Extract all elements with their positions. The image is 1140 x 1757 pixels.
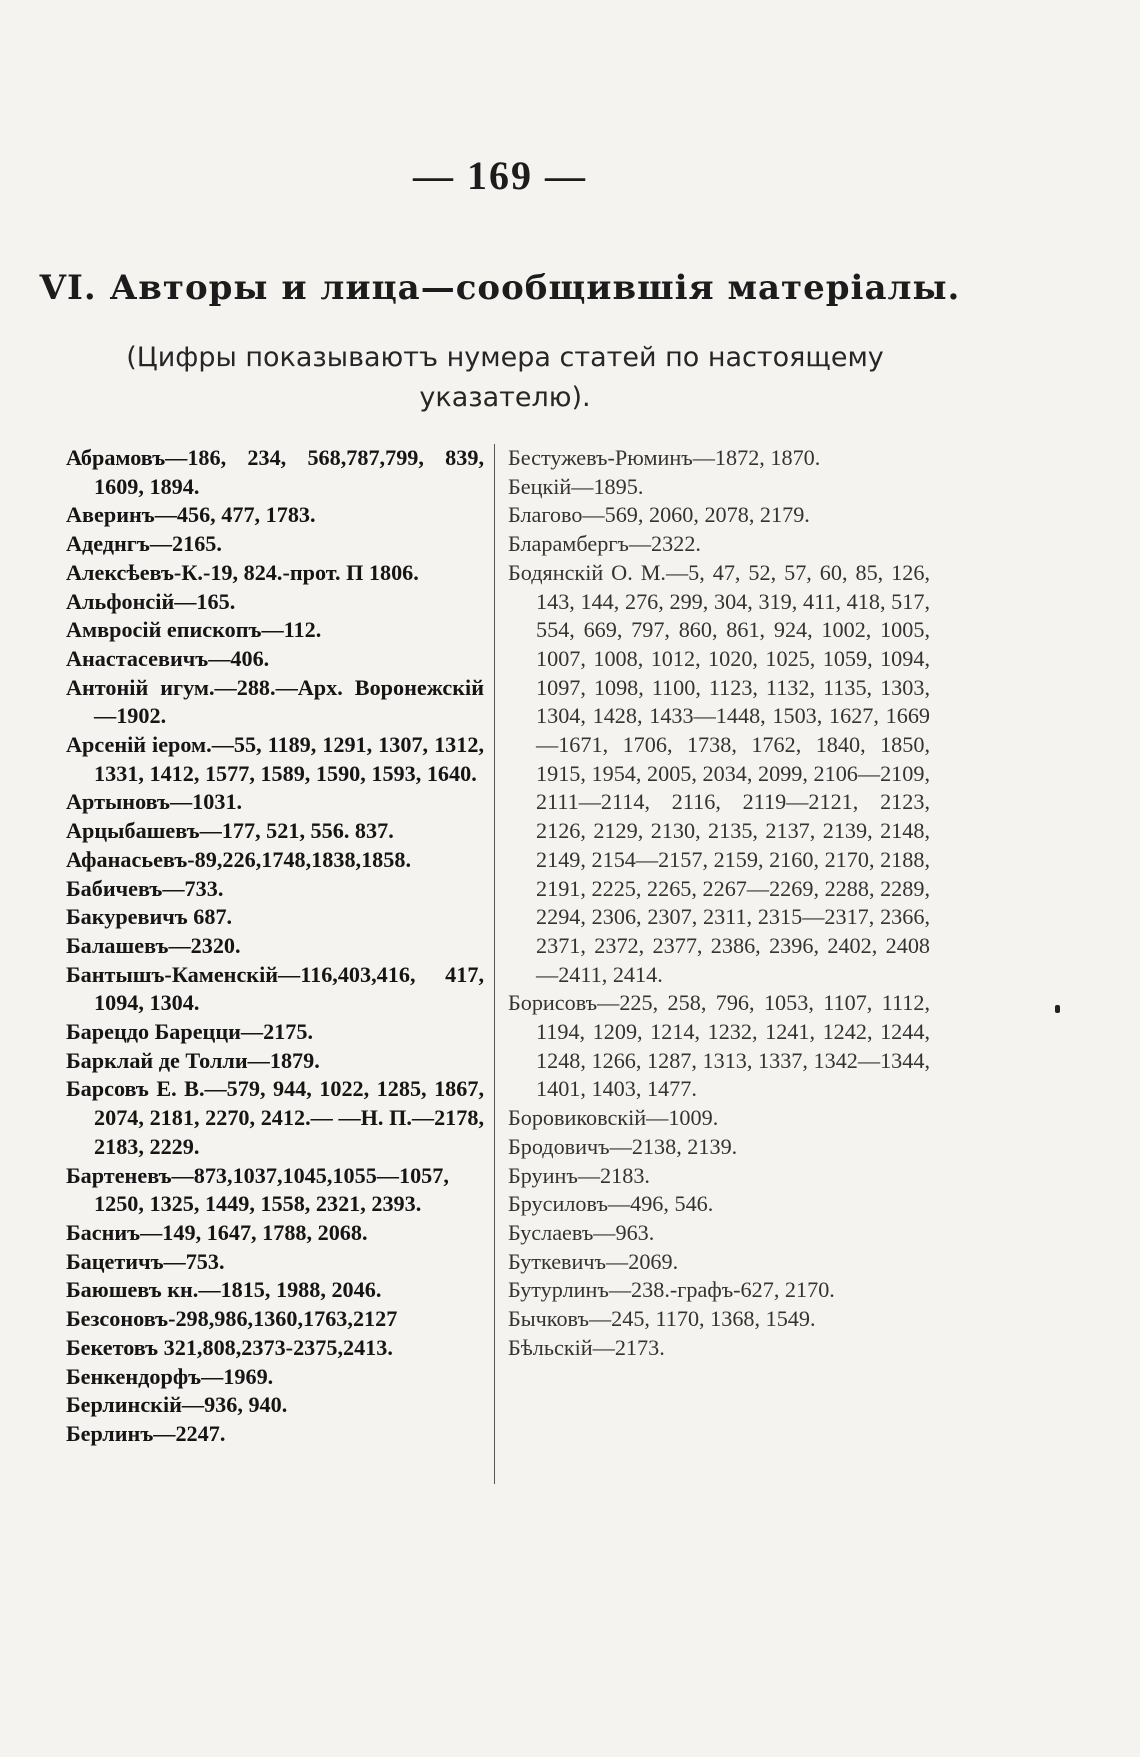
index-entry: Борисовъ—225, 258, 796, 1053, 1107, 1112, 1194, 1209, 1214, 1232, 1241, 1242, 1244, 1248, 1266, 1287, 1313, 1337, 1342—1344, 1401, 1403, 1477. bbox=[508, 990, 930, 1102]
index-entry: Бартеневъ—873,1037,1045,1055—1057, 1250, 1325, 1449, 1558, 2321, 2393. bbox=[66, 1162, 449, 1217]
index-entry: Бѣльскій—2173. bbox=[508, 1334, 665, 1360]
index-entry: Бантышъ-Каменскій—116,403,416, 417, 1094, 1304. bbox=[66, 961, 484, 1016]
index-entry: Афанасьевъ-89,226,1748,1838,1858. bbox=[66, 846, 412, 872]
index-entry: Антоній игум.—288.—Арх. Воронежскій—1902. bbox=[66, 674, 484, 729]
index-column-left bbox=[66, 444, 484, 1449]
index-entry: Буткевичъ—2069. bbox=[508, 1248, 679, 1274]
index-entry: Абрамовъ—186, 234, 568,787,799, 839, 1609, 1894. bbox=[66, 445, 484, 499]
index-entry: Бакуревичъ 687. bbox=[66, 904, 233, 930]
index-entry: Балашевъ—2320. bbox=[66, 932, 241, 958]
index-entry: Аверинъ—456, 477, 1783. bbox=[66, 502, 316, 528]
column-divider bbox=[494, 444, 495, 1484]
ink-speck bbox=[1055, 1005, 1060, 1013]
index-entry: Буслаевъ—963. bbox=[508, 1219, 655, 1245]
index-entry: Арцыбашевъ—177, 521, 556. 837. bbox=[66, 818, 394, 844]
index-entry: Амвросій епископъ—112. bbox=[66, 617, 322, 643]
index-entry: Артыновъ—1031. bbox=[66, 789, 243, 815]
index-entry: Басниъ—149, 1647, 1788, 2068. bbox=[66, 1219, 368, 1245]
index-entry: Берлинъ—2247. bbox=[66, 1420, 226, 1446]
index-column-right bbox=[508, 444, 930, 1363]
index-entry: Барклай де Толли—1879. bbox=[66, 1047, 320, 1073]
index-entry: Бычковъ—245, 1170, 1368, 1549. bbox=[508, 1306, 816, 1332]
index-entry: Безсоновъ-298,986,1360,1763,2127 bbox=[66, 1306, 398, 1332]
index-entry: Берлинскій—936, 940. bbox=[66, 1392, 288, 1418]
index-entry: Бестужевъ-Рюминъ—1872, 1870. bbox=[508, 445, 821, 470]
index-entry: Бодянскій О. М.—5, 47, 52, 57, 60, 85, 126, 143, 144, 276, 299, 304, 319, 411, 418, 517, 554, 669, 797, 860, 861, 924, 1002, 1005, 1007, 1008, 1012, 1020, 1025, 1059, 1094, 1097, 1098, 1100, 1123, 1132, 1135, 1303, 1304, 1428, 1433—1448, 1503, 1627, 1669—1671, 1706, 1738, 1762, 1840, 1850, 1915, 1954, 2005, 2034, 2099, 2106—2109, 2111—2114, 2116, 2119—2121, 2123, 2126, 2129, 2130, 2135, 2137, 2139, 2148, 2149, 2154—2157, 2159, 2160, 2170, 2188, 2191, 2225, 2265, 2267—2269, 2288, 2289, 2294, 2306, 2307, 2311, 2315—2317, 2366, 2371, 2372, 2377, 2386, 2396, 2402, 2408—2411, 2414. bbox=[508, 559, 930, 987]
index-entry: Баюшевъ кн.—1815, 1988, 2046. bbox=[66, 1277, 382, 1303]
index-entry: Адеднгъ—2165. bbox=[66, 531, 222, 557]
index-entry: Боровиковскій—1009. bbox=[508, 1105, 719, 1131]
index-entry: Бруинъ—2183. bbox=[508, 1162, 650, 1188]
index-entry: Барсовъ Е. В.—579, 944, 1022, 1285, 1867, 2074, 2181, 2270, 2412.— —Н. П.—2178, 2183, 2229. bbox=[66, 1076, 484, 1159]
index-entry: Благово—569, 2060, 2078, 2179. bbox=[508, 502, 810, 528]
index-entry: Бацетичъ—753. bbox=[66, 1248, 225, 1274]
index-entry: Альфонсій—165. bbox=[66, 588, 236, 614]
section-subtitle: (Цифры показываютъ нумера статей по настоящему указателю). bbox=[126, 342, 884, 413]
section-title: VI. Авторы и лица—сообщившія матеріалы. bbox=[39, 268, 961, 308]
index-entry: Бларамбергъ—2322. bbox=[508, 531, 701, 557]
index-entry: Бенкендорфъ—1969. bbox=[66, 1363, 274, 1389]
index-entry: Арсеній іером.—55, 1189, 1291, 1307, 1312, 1331, 1412, 1577, 1589, 1590, 1593, 1640. bbox=[66, 732, 484, 786]
index-entry: Барецдо Барецци—2175. bbox=[66, 1019, 314, 1045]
index-entry: Брусиловъ—496, 546. bbox=[508, 1191, 714, 1217]
page-number: — 169 — bbox=[413, 153, 587, 198]
index-entry: Бекетовъ 321,808,2373-2375,2413. bbox=[66, 1334, 393, 1360]
index-entry: Алексѣевъ-К.-19, 824.-прот. П 1806. bbox=[66, 559, 419, 585]
index-entry: Бабичевъ—733. bbox=[66, 875, 224, 901]
index-entry: Бецкій—1895. bbox=[508, 473, 644, 499]
index-entry: Бродовичъ—2138, 2139. bbox=[508, 1133, 738, 1159]
index-entry: Бутурлинъ—238.-графъ-627, 2170. bbox=[508, 1277, 835, 1303]
index-entry: Анастасевичъ—406. bbox=[66, 645, 270, 671]
